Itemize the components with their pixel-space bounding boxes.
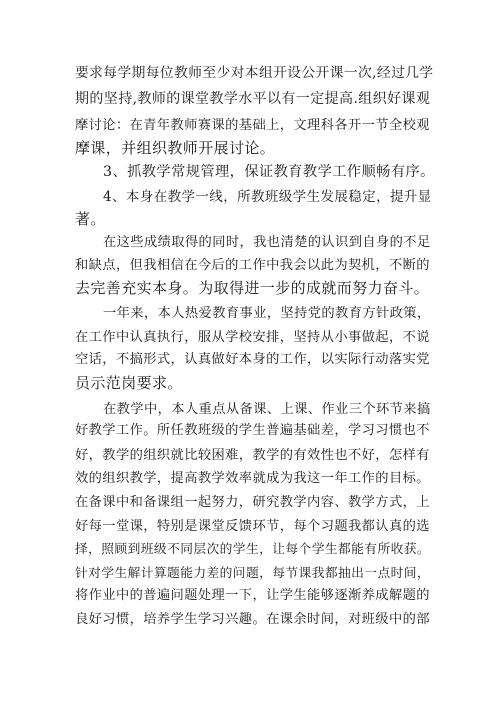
text-line: 在这些成绩取得的同时，我也清楚的认识到自身的不足 (103, 235, 431, 250)
text-line: 去完善充实本身。为取得进一步的成就而努力奋斗。 (75, 279, 430, 297)
text-line: 在工作中认真执行，服从学校安排，坚持从小事做起，不说 (75, 330, 430, 345)
text-line: 好，教学的组织就比较困难，教学的有效性也不好，怎样有 (75, 448, 430, 463)
text-line: 好教学工作。所任教班级的学生普遍基础差，学习习惯也不 (75, 423, 430, 438)
text-line: 良好习惯，培养学生学习兴趣。在课余时间，对班级中的部 (75, 612, 430, 627)
text-line: 摩课，并组织教师开展讨论。 (75, 139, 276, 157)
text-line: 将作业中的普遍问题处理一下，让学生能够逐渐养成解题的 (75, 588, 430, 603)
text-line: 要求每学期每位教师至少对本组开设公开课一次,经过几学 (75, 65, 434, 81)
text-line: 著。 (75, 210, 106, 228)
text-line: 好每一堂课，特别是课堂反馈环节，每个习题我都认真的选 (75, 519, 430, 534)
text-line: 员示范岗要求。 (75, 374, 183, 392)
text-line: 空话，不搞形式，认真做好本身的工作，以实际行动落实党 (75, 352, 430, 367)
text-line: 在备课中和备课组一起努力，研究教学内容、教学方式，上 (75, 495, 430, 510)
text-line: 效的组织教学，提高教学效率就成为我这一年工作的目标。 (75, 471, 430, 486)
text-line: 期的坚持,教师的课堂教学水平以有一定提高.组织好课观 (75, 91, 431, 107)
text-line: 4、本身在教学一线，所教班级学生发展稳定，提升显 (103, 189, 432, 205)
text-line: 择，照顾到班级不同层次的学生，让每个学生都能有所收获。 (75, 542, 431, 557)
text-line: 针对学生解计算题能力差的问题，每节课我都抽出一点时间， (75, 566, 431, 581)
text-line: 摩讨论：在青年教师赛课的基础上，文理科各开一节全校观 (75, 118, 430, 133)
text-line: 和缺点，但我相信在今后的工作中我会以此为契机，不断的 (75, 258, 430, 273)
text-line: 在教学中，本人重点从备课、上课、作业三个环节来搞 (103, 402, 431, 417)
text-line: 一年来，本人热爱教育事业，坚持党的教育方针政策， (103, 306, 431, 321)
text-line: 3、抓教学常规管理，保证教育教学工作顺畅有序。 (103, 164, 435, 180)
